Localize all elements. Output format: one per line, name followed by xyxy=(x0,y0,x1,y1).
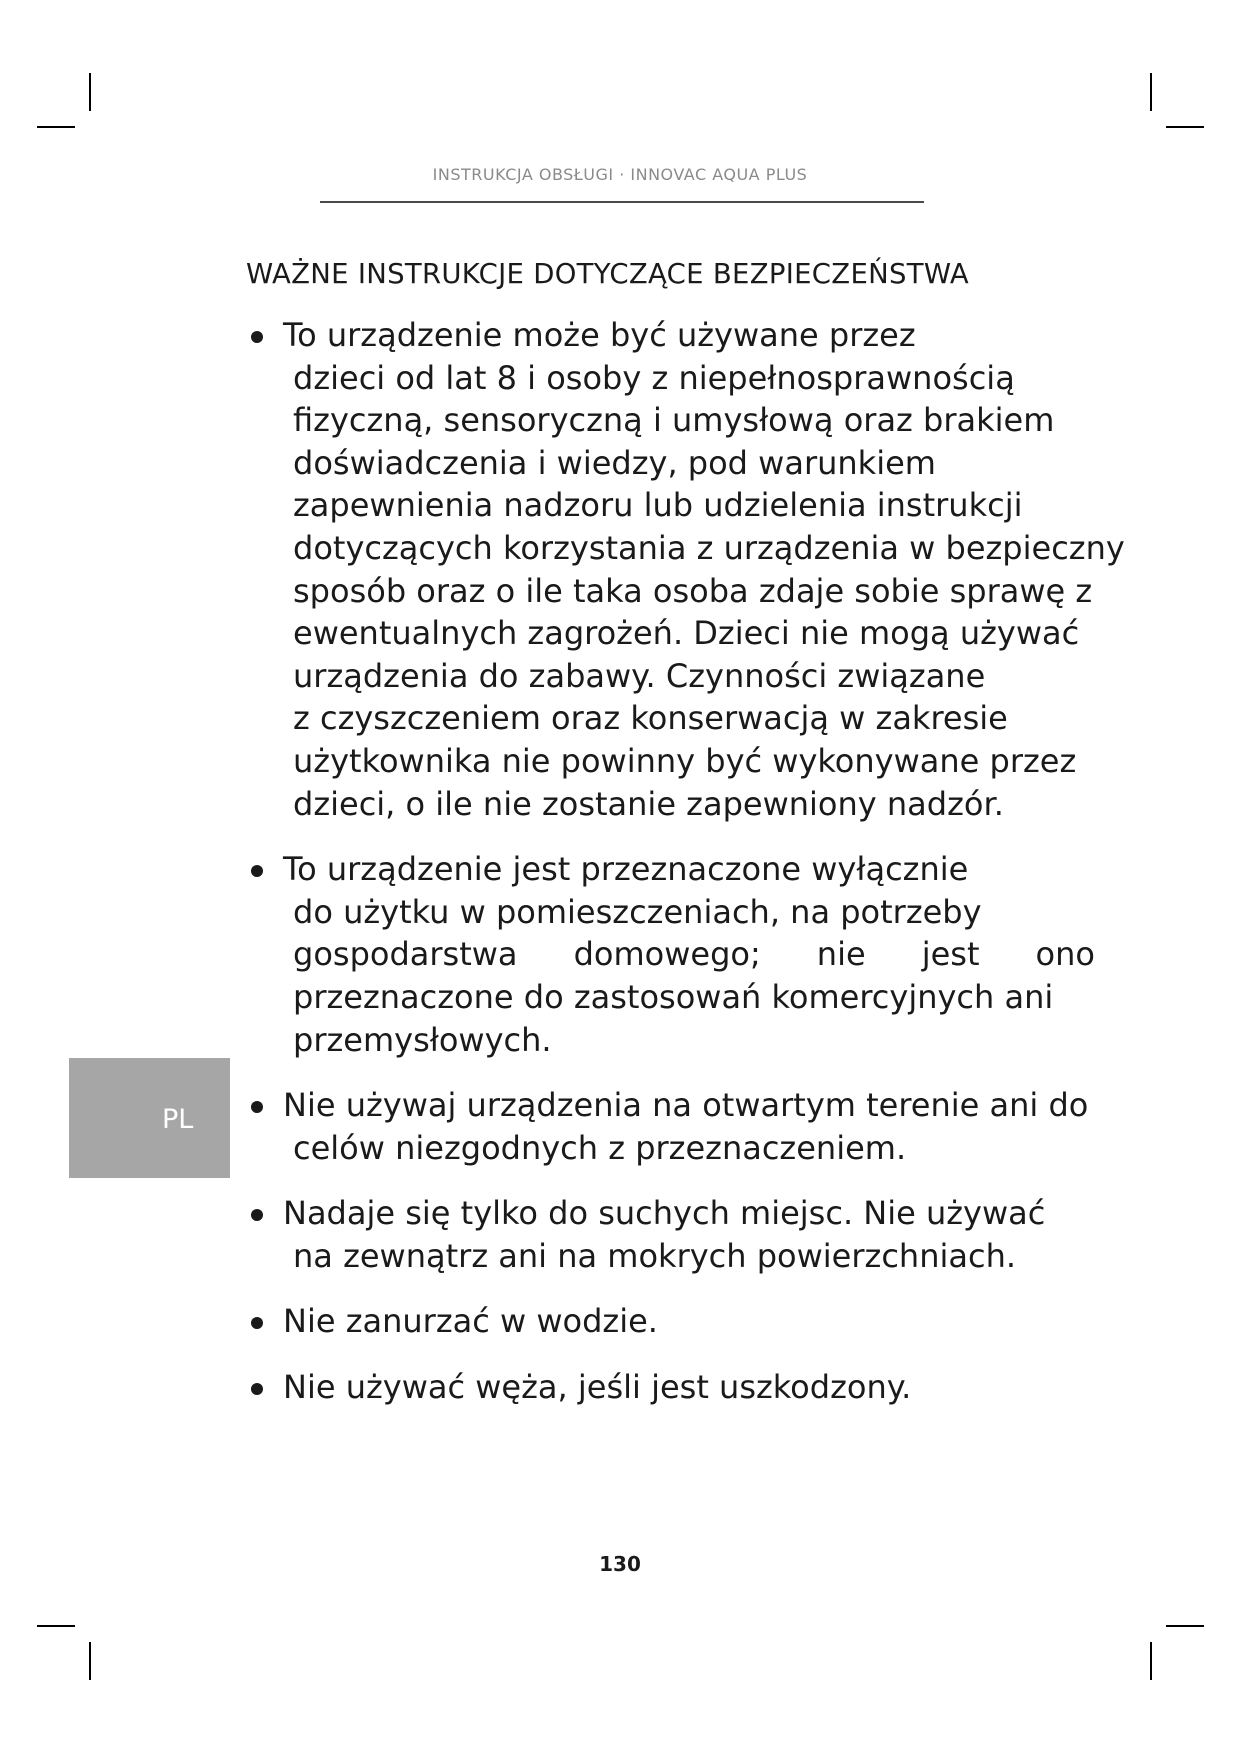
list-item xyxy=(246,1084,1089,1169)
item-line: na zewnątrz ani na mokrych powierzchniach. xyxy=(293,1236,1017,1275)
bullet-icon xyxy=(251,1209,263,1221)
item-line: do użytku w pomieszczeniach, na potrzeby xyxy=(293,892,982,931)
item-line: dotyczących korzystania z urządzenia w bezpieczny xyxy=(293,528,1125,567)
page-number: 130 xyxy=(599,1552,641,1576)
list-item xyxy=(246,1192,1086,1277)
crop-mark-top-right-horizontal xyxy=(1166,126,1204,128)
section-title: WAŻNE INSTRUKCJE DOTYCZĄCE BEZPIECZEŃSTWA xyxy=(246,258,969,290)
item-line: Nie zanurzać w wodzie. xyxy=(283,1302,658,1341)
item-line: z czyszczeniem oraz konserwacją w zakresie xyxy=(293,699,1008,738)
running-header: INSTRUKCJA OBSŁUGI · INNOVAC AQUA PLUS xyxy=(432,165,808,184)
word: gospodarstwa xyxy=(293,935,518,974)
item-line: użytkownika nie powinny być wykonywane przez xyxy=(293,741,1077,780)
header-divider xyxy=(320,201,924,203)
item-line: fizyczną, sensoryczną i umysłową oraz brakiem xyxy=(293,401,1055,440)
bullet-icon xyxy=(251,865,263,877)
list-item xyxy=(246,314,1125,825)
word: nie xyxy=(816,935,866,974)
crop-mark-bottom-right-horizontal xyxy=(1166,1625,1204,1627)
language-tab-label: PL xyxy=(162,1104,194,1135)
item-line-justified xyxy=(293,933,1095,976)
language-tab xyxy=(69,1058,230,1178)
word: jest xyxy=(921,935,980,974)
item-line: urządzenia do zabawy. Czynności związane xyxy=(293,656,986,695)
item-line: przemysłowych. xyxy=(293,1020,552,1059)
word: domowego; xyxy=(573,935,761,974)
item-line: dzieci, o ile nie zostanie zapewniony nadzór. xyxy=(293,784,1004,823)
list-item xyxy=(246,1300,1086,1343)
word: ono xyxy=(1035,935,1095,974)
item-line: To urządzenie jest przeznaczone wyłącznie xyxy=(283,850,969,889)
bullet-icon xyxy=(251,1317,263,1329)
crop-mark-top-left-vertical xyxy=(89,73,91,111)
item-line: sposób oraz o ile taka osoba zdaje sobie sprawę z xyxy=(293,571,1093,610)
crop-mark-bottom-right-vertical xyxy=(1150,1642,1152,1680)
item-line: ewentualnych zagrożeń. Dzieci nie mogą używać xyxy=(293,614,1080,653)
crop-mark-top-right-vertical xyxy=(1150,73,1152,111)
list-item xyxy=(246,848,1095,1061)
item-line: Nie używać węża, jeśli jest uszkodzony. xyxy=(283,1368,912,1407)
item-line: dzieci od lat 8 i osoby z niepełnosprawnością xyxy=(293,358,1015,397)
item-line: Nie używaj urządzenia na otwartym terenie ani do xyxy=(283,1086,1089,1125)
item-line: doświadczenia i wiedzy, pod warunkiem xyxy=(293,443,936,482)
crop-mark-bottom-left-horizontal xyxy=(37,1625,75,1627)
list-item xyxy=(246,1366,1086,1409)
item-line: celów niezgodnych z przeznaczeniem. xyxy=(293,1128,907,1167)
bullet-icon xyxy=(251,1101,263,1113)
safety-instructions-list xyxy=(246,314,1125,1409)
item-line: Nadaje się tylko do suchych miejsc. Nie używać xyxy=(283,1194,1046,1233)
item-line: To urządzenie może być używane przez xyxy=(283,316,916,354)
item-line: przeznaczone do zastosowań komercyjnych ani xyxy=(293,977,1054,1016)
bullet-icon xyxy=(251,1383,263,1395)
crop-mark-top-left-horizontal xyxy=(37,126,75,128)
bullet-icon xyxy=(251,331,263,343)
crop-mark-bottom-left-vertical xyxy=(89,1642,91,1680)
item-line: zapewnienia nadzoru lub udzielenia instrukcji xyxy=(293,486,1023,525)
